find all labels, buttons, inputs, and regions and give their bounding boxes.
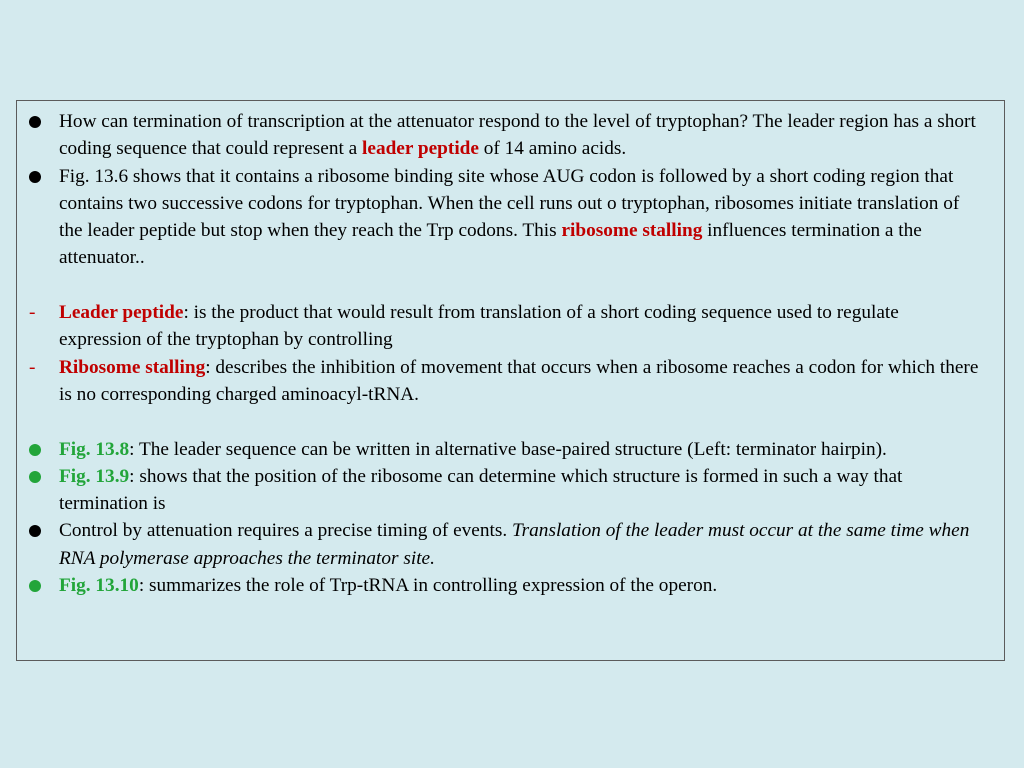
- bullet-icon: [29, 171, 41, 183]
- definition-term: Ribosome stalling: [59, 356, 206, 378]
- definition-item: - Leader peptide: is the product that would result from translation of a short coding sequence used to regulate expression of the tryptophan by controlling: [29, 299, 986, 354]
- green-bullet-icon: [29, 471, 41, 483]
- definition-item: - Ribosome stalling: describes the inhibition of movement that occurs when a ribosome reaches a codon for which there is no corresponding charged aminoacyl-tRNA.: [29, 354, 986, 409]
- term-highlight: leader peptide: [362, 138, 479, 160]
- bullet-item: How can termination of transcription at the attenuator respond to the level of tryptophan? The leader region has a short coding sequence that could represent a leader peptide of 14 amino acids.: [29, 108, 986, 163]
- dash-icon: -: [29, 302, 36, 324]
- figure-item: Fig. 13.9: shows that the position of the ribosome can determine which structure is formed in such a way that termination is: [29, 463, 986, 518]
- dash-icon: -: [29, 356, 36, 378]
- term-highlight: ribosome stalling: [561, 220, 703, 242]
- green-bullet-icon: [29, 444, 41, 456]
- bullet-icon: [29, 116, 41, 128]
- definition-term: Leader peptide: [59, 302, 184, 324]
- italic-note: Translation of the leader must occur at the same time when RNA polymerase approaches the terminator site.: [59, 520, 970, 569]
- bullet-item: Control by attenuation requires a precise timing of events. Translation of the leader must occur at the same time when RNA polymerase approaches the terminator site.: [29, 517, 986, 572]
- bullet-icon: [29, 525, 41, 537]
- figure-item: Fig. 13.8: The leader sequence can be written in alternative base-paired structure (Left: terminator hairpin).: [29, 436, 986, 463]
- content-box: [16, 100, 1005, 661]
- spacer: [29, 408, 986, 435]
- figure-item: Fig. 13.10: summarizes the role of Trp-tRNA in controlling expression of the operon.: [29, 572, 986, 599]
- spacer: [29, 272, 986, 299]
- figure-ref: Fig. 13.10: [59, 575, 139, 597]
- figure-ref: Fig. 13.8: [59, 438, 130, 460]
- figure-ref: Fig. 13.9: [59, 465, 130, 487]
- bullet-item: Fig. 13.6 shows that it contains a ribosome binding site whose AUG codon is followed by a short coding region that contains two successive codons for tryptophan. When the cell runs out o tryptophan, ribosomes initiate translation of the leader peptide but stop when they reach the Trp codons. This ribosome stalling influences termination a the attenuator..: [29, 163, 986, 272]
- green-bullet-icon: [29, 580, 41, 592]
